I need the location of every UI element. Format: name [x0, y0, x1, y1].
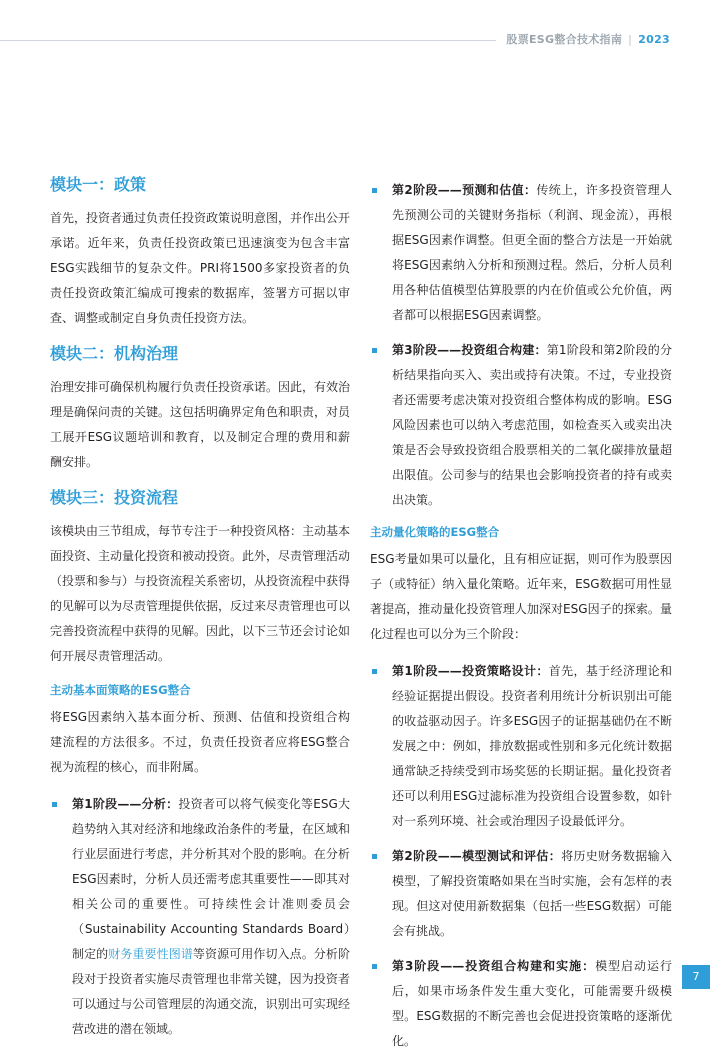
materiality-map-link[interactable]: 财务重要性图谱 — [108, 947, 193, 961]
fundamental-text: 将ESG因素纳入基本面分析、预测、估值和投资组合构建流程的方法很多。不过，负责任投资者应将ESG整合视为流程的核心，而非附属。 — [50, 710, 350, 774]
header-year: 2023 — [638, 33, 670, 46]
stage-1-text-a: 投资者可以将气候变化等ESG大趋势纳入其对经济和地缘政治条件的考量，在区域和行业层面进行考虑，并分析其对个股的影响。在分析ESG因素时，分析人员还需考虑其重要性——即其对相关公司的重要性。可持续性会计准则委员会（Sustainability Accounting Standards Board）制定的 — [72, 797, 351, 961]
quant-stage-3-heading: 第3阶段——投资组合构建和实施： — [392, 959, 596, 973]
quant-heading: 主动量化策略的ESG整合 — [370, 525, 500, 539]
stage-1-heading: 第1阶段——分析： — [72, 797, 179, 811]
list-item — [370, 178, 672, 328]
quant-stage-1-heading: 第1阶段——投资策略设计： — [392, 664, 549, 678]
module-3-text: 该模块由三节组成，每节专注于一种投资风格：主动基本面投资、主动量化投资和被动投资。此外，尽责管理活动（投票和参与）与投资流程关系密切，从投资流程中获得的见解可以为尽责管理提供依据，反过来尽责管理也可以完善投资流程中获得的见解。因此，以下三节还会讨论如何开展尽责管理活动。 — [50, 524, 351, 663]
module-3-heading: 模块三：投资流程 — [50, 488, 179, 507]
fundamental-stages — [50, 792, 350, 1042]
module-1-heading: 模块一：政策 — [50, 175, 147, 194]
right-column — [370, 178, 672, 1064]
stage-3-text: 第1阶段和第2阶段的分析结果指向买入、卖出或持有决策。不过，专业投资者还需要考虑决策对投资组合整体构成的影响。ESG风险因素也可以纳入考虑范围，如检查买入或卖出决策是否会导致投资组合股票相关的二氧化碳排放量超出限值。公司参与的结果也会影响投资者的持有或卖出决策。 — [392, 343, 672, 507]
fundamental-heading: 主动基本面策略的ESG整合 — [50, 683, 191, 697]
quant-text: ESG考量如果可以量化，且有相应证据，则可作为股票因子（或特征）纳入量化策略。近年来，ESG数据可用性显著提高，推动量化投资管理人加深对ESG因子的探索。量化过程也可以分为三个阶段： — [370, 552, 672, 641]
bullet-square-icon — [372, 964, 377, 969]
stage-2-text: 传统上，许多投资管理人先预测公司的关键财务指标（利润、现金流），再根据ESG因素作调整。但更全面的整合方法是一开始就将ESG因素纳入分析和预测过程。然后，分析人员利用各种估值模型估算股票的内在价值或公允价值，两者都可以根据ESG因素调整。 — [392, 183, 672, 322]
module-2-text: 治理安排可确保机构履行负责任投资承诺。因此，有效治理是确保问责的关键。这包括明确界定角色和职责，对员工展开ESG议题培训和教育，以及制定合理的费用和薪酬安排。 — [50, 380, 351, 469]
bullet-square-icon — [372, 188, 377, 193]
quant-stage-1-text: 首先，基于经济理论和经验证据提出假设。投资者利用统计分析识别出可能的收益驱动因子。许多ESG因子的证据基础仍在不断发展之中：例如，排放数据或性别和多元化统计数据通常缺乏持续受到市场奖惩的长期证据。量化投资者还可以利用ESG过滤标准为投资组合设置参数，如针对一系列环境、社会或治理因子设最低评分。 — [392, 664, 672, 828]
stage-2-heading: 第2阶段——预测和估值： — [392, 183, 537, 197]
module-2-heading: 模块二：机构治理 — [50, 344, 179, 363]
bullet-square-icon — [372, 854, 377, 859]
list-item — [50, 792, 350, 1042]
page-number: 7 — [682, 965, 710, 989]
bullet-square-icon — [372, 669, 377, 674]
list-item — [370, 659, 672, 834]
quant-stages — [370, 659, 672, 1054]
list-item — [370, 844, 672, 944]
header-rule — [0, 40, 496, 41]
header-title: 股票ESG整合技术指南 — [506, 33, 623, 46]
list-item — [370, 338, 672, 513]
quant-stage-3-text: 模型启动运行后，如果市场条件发生重大变化，可能需要升级模型。ESG数据的不断完善也会促进投资策略的逐渐优化。 — [392, 959, 672, 1048]
bullet-square-icon — [372, 348, 377, 353]
quant-stage-2-text: 将历史财务数据输入模型，了解投资策略如果在当时实施，会有怎样的表现。但这对使用新数据集（包括一些ESG数据）可能会有挑战。 — [392, 849, 672, 938]
stage-3-heading: 第3阶段——投资组合构建： — [392, 343, 547, 357]
header-separator: | — [628, 33, 633, 46]
quant-stage-2-heading: 第2阶段——模型测试和评估： — [392, 849, 562, 863]
stage-1-text-b: 等资源可用作切入点。分析阶段对于投资者实施尽责管理也非常关键，因为投资者可以通过与公司管理层的沟通交流，识别出可实现经营改进的潜在领域。 — [72, 947, 350, 1036]
bullet-square-icon — [52, 802, 57, 807]
module-1-text: 首先，投资者通过负责任投资政策说明意图，并作出公开承诺。近年来，负责任投资政策已迅速演变为包含丰富ESG实践细节的复杂文件。PRI将1500多家投资者的负责任投资政策汇编成可搜索的数据库，签署方可据以审查、调整或制定自身负责任投资方法。 — [50, 211, 351, 325]
left-column — [50, 174, 350, 1052]
list-item — [370, 954, 672, 1054]
running-header — [506, 31, 670, 47]
fundamental-stages-cont — [370, 178, 672, 513]
